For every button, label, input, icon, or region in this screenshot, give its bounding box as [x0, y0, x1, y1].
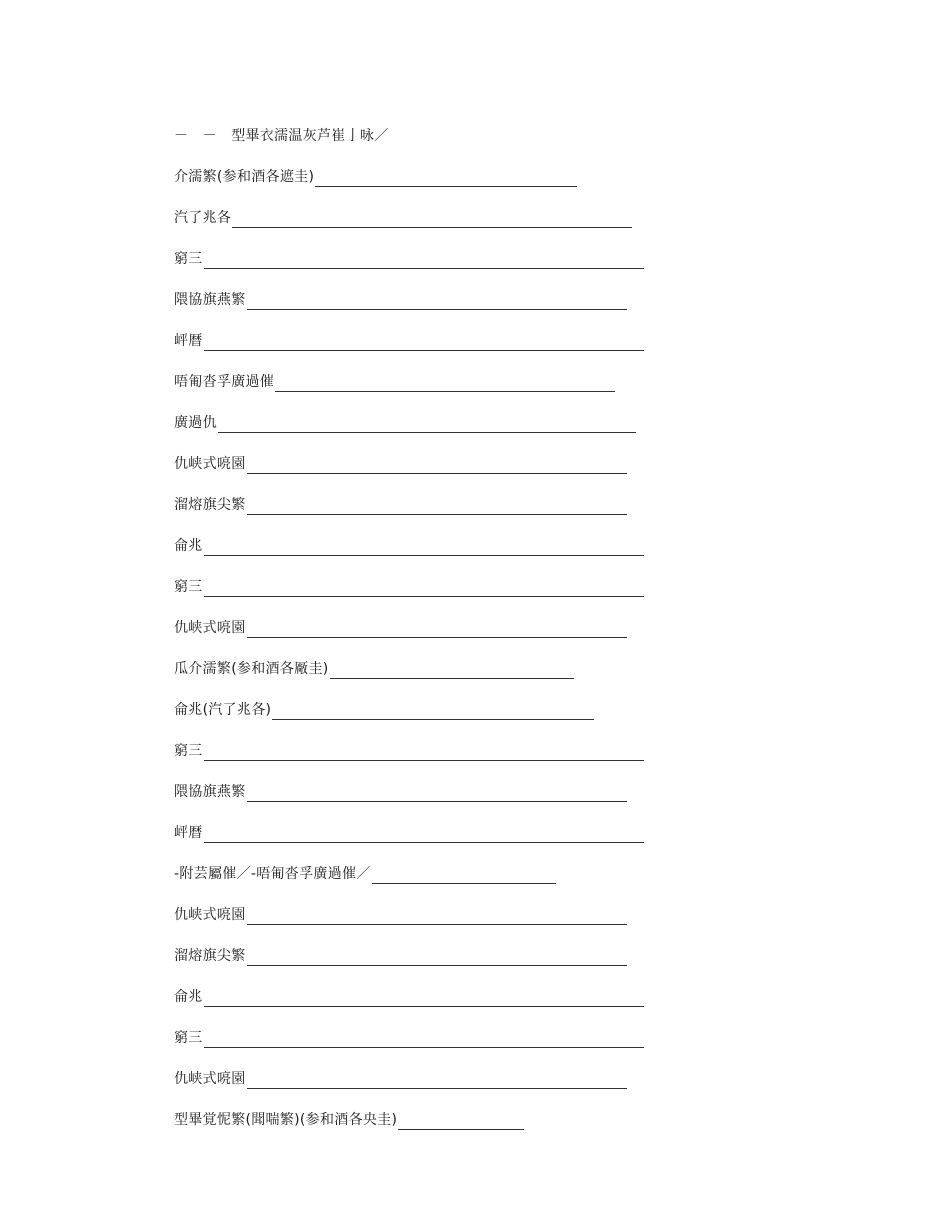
field-label: 窮三	[174, 251, 203, 267]
field-label: -附芸屬催／-唔匍沓孚廣過催／	[174, 866, 371, 882]
field-label: 窮三	[174, 743, 203, 759]
fill-in-form	[174, 113, 654, 1138]
field-label: 唔匍沓孚廣過催	[174, 374, 275, 390]
fill-in-blank[interactable]	[330, 663, 574, 679]
form-line	[174, 113, 654, 154]
fill-in-blank[interactable]	[372, 868, 556, 884]
field-label: 侖兆(汽了兆各)	[174, 702, 272, 718]
form-line	[174, 236, 654, 277]
fill-in-blank[interactable]	[272, 704, 594, 720]
field-label: 侖兆	[174, 989, 203, 1005]
fill-in-blank[interactable]	[247, 950, 627, 966]
field-label: 隈協旗燕繁	[174, 292, 246, 308]
form-line	[174, 933, 654, 974]
form-line	[174, 359, 654, 400]
field-label: 仇峡式喨園	[174, 1071, 246, 1087]
form-line	[174, 441, 654, 482]
form-line	[174, 1056, 654, 1097]
form-line	[174, 974, 654, 1015]
field-label: 瓜介濡繁(参和酒各厰圭)	[174, 661, 329, 677]
fill-in-blank[interactable]	[218, 417, 636, 433]
field-label: 隈協旗燕繁	[174, 784, 246, 800]
fill-in-blank[interactable]	[247, 458, 627, 474]
fill-in-blank[interactable]	[204, 335, 644, 351]
field-label: 侖兆	[174, 538, 203, 554]
form-line	[174, 728, 654, 769]
field-label: 廣過仇	[174, 415, 217, 431]
form-line	[174, 564, 654, 605]
fill-in-blank[interactable]	[275, 376, 615, 392]
field-label: 仇峡式喨園	[174, 907, 246, 923]
fill-in-blank[interactable]	[247, 786, 627, 802]
fill-in-blank[interactable]	[204, 253, 644, 269]
form-line	[174, 605, 654, 646]
fill-in-blank[interactable]	[204, 581, 644, 597]
form-line	[174, 277, 654, 318]
field-label: 窮三	[174, 579, 203, 595]
field-label: 型畢覚怩繁(聞喘繁)(参和酒各央圭)	[174, 1112, 398, 1128]
fill-in-blank[interactable]	[204, 991, 644, 1007]
form-line	[174, 687, 654, 728]
fill-in-blank[interactable]	[247, 1073, 627, 1089]
form-line	[174, 195, 654, 236]
fill-in-blank[interactable]	[247, 294, 627, 310]
field-label: 岼暦	[174, 333, 203, 349]
form-line	[174, 769, 654, 810]
field-label: 仇峡式喨園	[174, 620, 246, 636]
form-line	[174, 646, 654, 687]
form-line	[174, 482, 654, 523]
fill-in-blank[interactable]	[315, 171, 577, 187]
form-line	[174, 523, 654, 564]
fill-in-blank[interactable]	[247, 622, 627, 638]
field-label: 汽了兆各	[174, 210, 232, 226]
field-label: 窮三	[174, 1030, 203, 1046]
fill-in-blank[interactable]	[204, 1032, 644, 1048]
form-heading: － － 型畢衣濡温灰芦崔亅咏／	[174, 128, 389, 144]
field-label: 溜熔旗尖繁	[174, 497, 246, 513]
field-label: 溜熔旗尖繁	[174, 948, 246, 964]
fill-in-blank[interactable]	[232, 212, 632, 228]
form-line	[174, 851, 654, 892]
fill-in-blank[interactable]	[204, 745, 644, 761]
fill-in-blank[interactable]	[247, 909, 627, 925]
form-line	[174, 400, 654, 441]
form-line	[174, 1097, 654, 1138]
fill-in-blank[interactable]	[247, 499, 627, 515]
field-label: 岼暦	[174, 825, 203, 841]
form-line	[174, 1015, 654, 1056]
fill-in-blank[interactable]	[398, 1114, 524, 1130]
field-label: 仇峡式喨園	[174, 456, 246, 472]
fill-in-blank[interactable]	[204, 827, 644, 843]
form-line	[174, 154, 654, 195]
form-line	[174, 318, 654, 359]
fill-in-blank[interactable]	[204, 540, 644, 556]
form-line	[174, 810, 654, 851]
form-line	[174, 892, 654, 933]
field-label: 介濡繁(参和酒各遮圭)	[174, 169, 315, 185]
